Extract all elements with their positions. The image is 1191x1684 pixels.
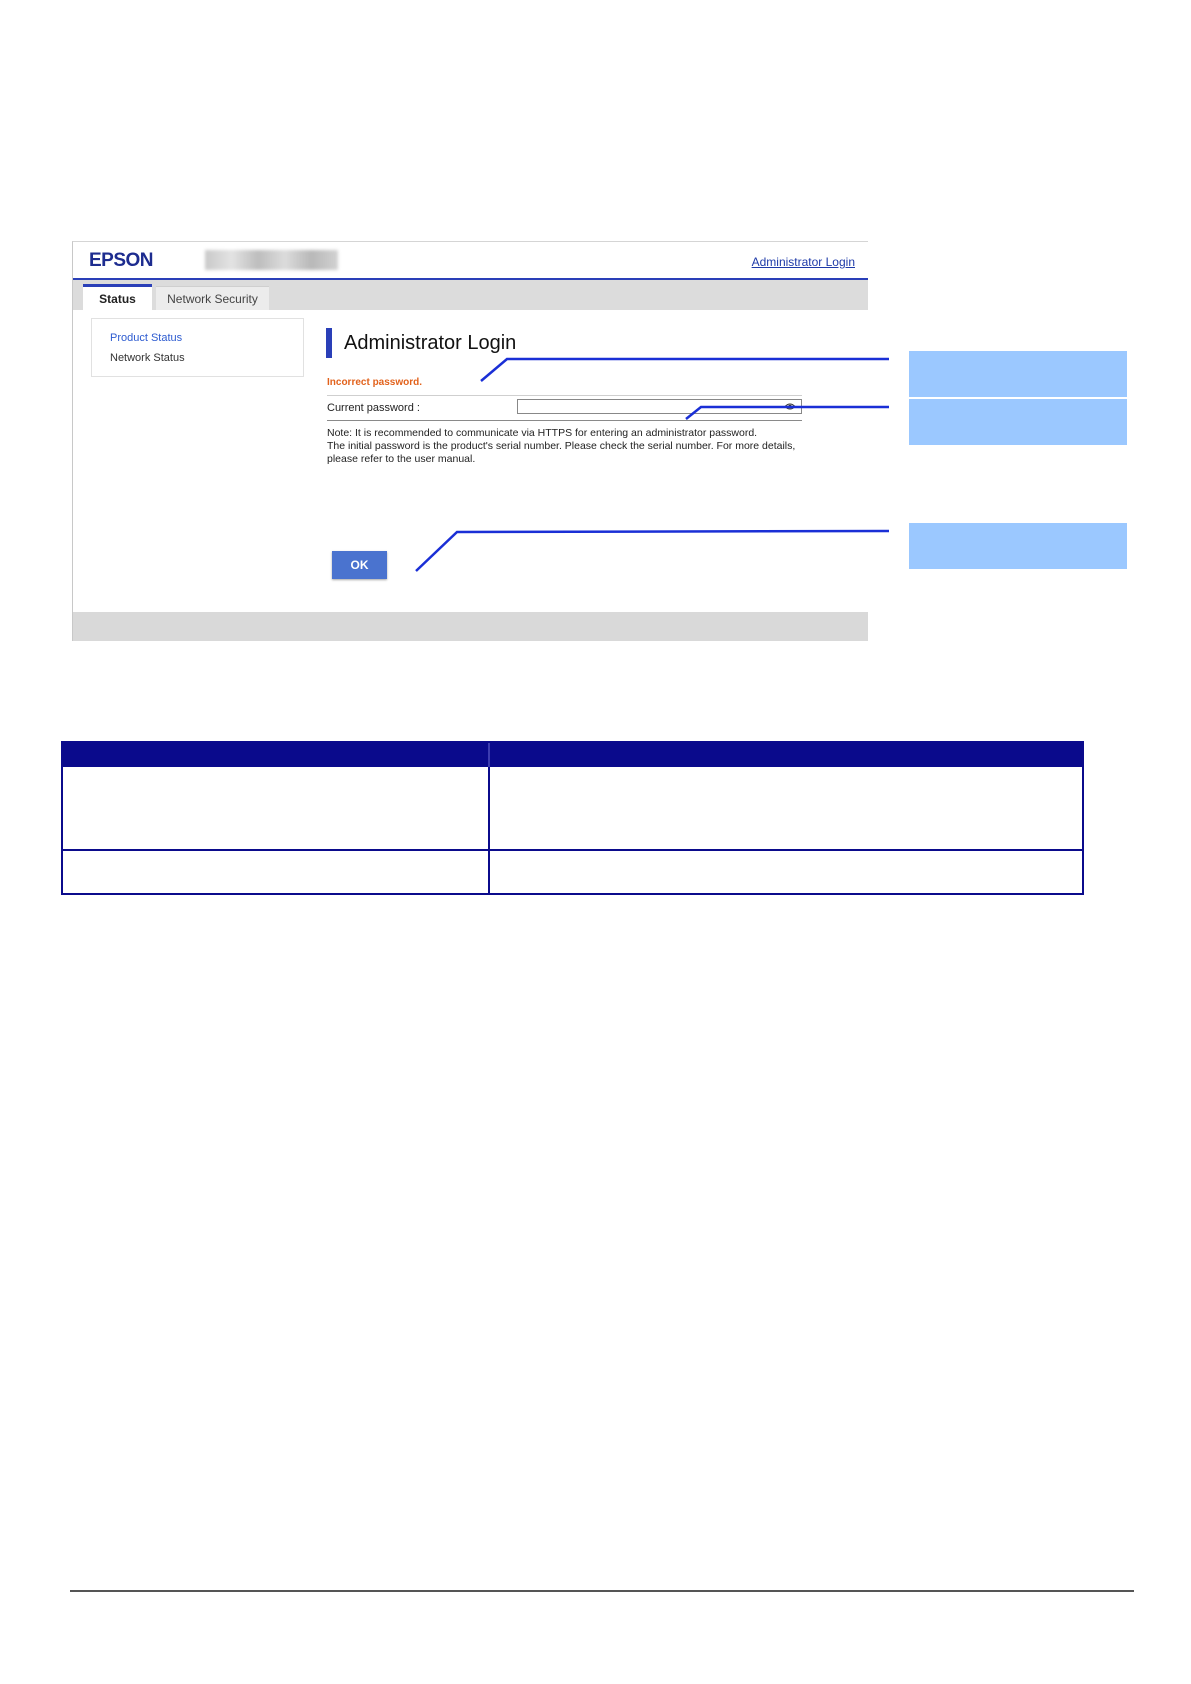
- epson-logo: EPSON: [89, 250, 154, 271]
- note-text-line: please refer to the user manual.: [327, 453, 476, 465]
- screenshot-frame: [72, 241, 868, 641]
- blurred-model-name: [205, 250, 338, 270]
- table-header: [63, 743, 1082, 767]
- password-label: Current password :: [327, 402, 420, 414]
- table-row: [63, 767, 1082, 851]
- footer-band: [73, 612, 868, 641]
- divider: [327, 395, 802, 396]
- tab-status[interactable]: Status: [83, 284, 152, 311]
- ok-button[interactable]: OK: [332, 551, 387, 579]
- tab-bar: [73, 280, 868, 310]
- header-bar: [73, 242, 868, 280]
- error-message: Incorrect password.: [327, 377, 423, 388]
- callout-box: [909, 399, 1127, 445]
- password-input[interactable]: [517, 399, 802, 414]
- page-title: Administrator Login: [344, 332, 517, 354]
- note-text-line: Note: It is recommended to communicate via HTTPS for entering an administrator password.: [327, 427, 758, 439]
- divider: [327, 420, 802, 421]
- page-footer-rule: [70, 1590, 1134, 1592]
- title-accent-bar: [326, 328, 332, 358]
- tab-network-security[interactable]: Network Security: [156, 286, 269, 311]
- sidebar-item-product-status[interactable]: Product Status: [110, 332, 183, 344]
- show-password-eye-icon[interactable]: [784, 402, 796, 411]
- callout-box: [909, 351, 1127, 397]
- sidebar: [91, 318, 304, 377]
- callout-box: [909, 523, 1127, 569]
- table-header-divider: [488, 743, 490, 767]
- sidebar-item-network-status[interactable]: Network Status: [110, 352, 185, 364]
- content-area: [83, 310, 868, 612]
- note-text-line: The initial password is the product's serial number. Please check the serial number. For more details,: [327, 440, 796, 452]
- description-table: [61, 741, 1084, 895]
- table-row: [63, 851, 1082, 893]
- administrator-login-link[interactable]: Administrator Login: [751, 255, 855, 269]
